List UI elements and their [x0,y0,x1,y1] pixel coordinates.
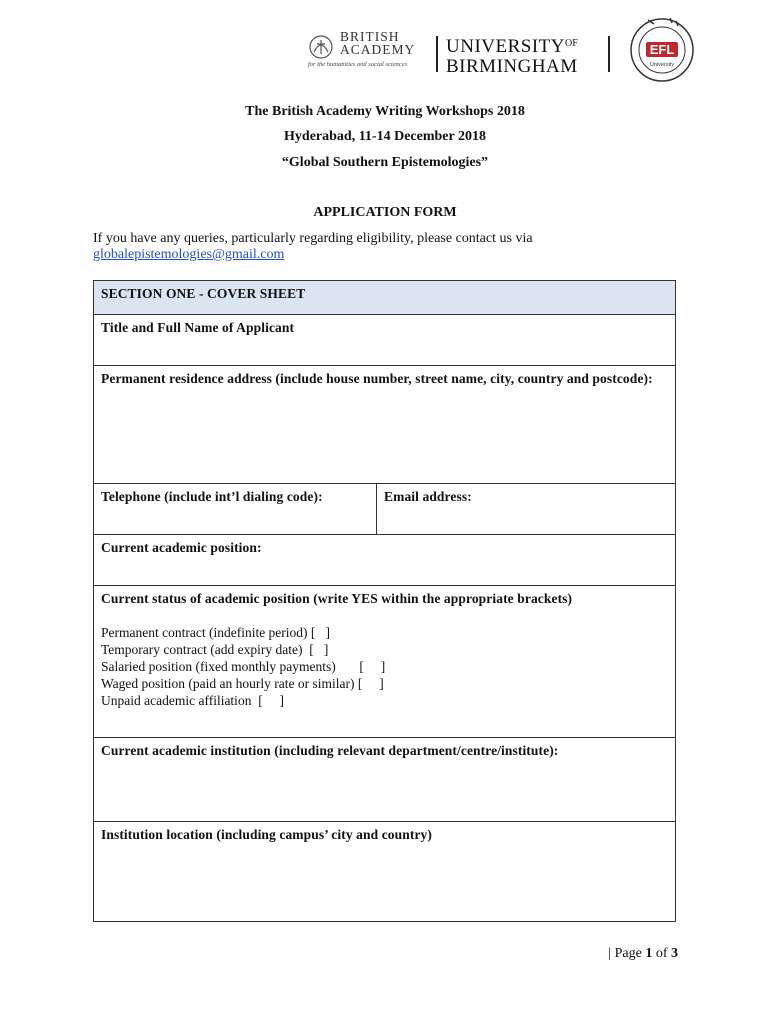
ba-logo-text-line1: BRITISH [340,29,400,44]
uob-of: OF [565,38,578,49]
status-option-unpaid[interactable]: Unpaid academic affiliation [ ] [101,693,285,708]
ba-logo-text-line2: ACADEMY [340,42,416,57]
telephone-cell[interactable] [94,484,377,534]
ba-logo-tagline: for the humanities and social sciences [308,61,408,68]
logo-divider [436,36,438,72]
academic-position-row[interactable] [94,535,675,586]
logo-divider [608,36,610,72]
status-option-salaried[interactable]: Salaried position (fixed monthly payments) [ ] [101,659,386,674]
position-status-options [101,624,385,709]
page-total: 3 [671,946,678,961]
email-label: Email address: [384,489,472,504]
british-academy-logo [306,30,424,70]
efl-logo-subtext: University [649,62,675,68]
section-header-row [94,281,675,315]
position-status-label: Current status of academic position (write YES within the appropriate brackets) [101,591,573,606]
workshop-theme: “Global Southern Epistemologies” [281,155,489,170]
intro-text: If you have any queries, particularly regarding eligibility, please contact us via [93,231,533,246]
status-option-temporary[interactable]: Temporary contract (add expiry date) [ ] [101,642,329,657]
institution-row[interactable] [94,738,675,822]
academic-position-label: Current academic position: [101,540,262,555]
section-header: SECTION ONE - COVER SHEET [101,286,306,301]
institution-label: Current academic institution (including relevant department/centre/institute): [101,743,559,758]
institution-location-label: Institution location (including campus’ city and country) [101,827,432,842]
page-number: 1 [645,946,653,961]
applicant-name-row[interactable] [94,315,675,366]
workshop-location-date: Hyderabad, 11-14 December 2018 [284,129,486,144]
efl-university-logo-icon [626,14,698,84]
status-option-permanent[interactable]: Permanent contract (indefinite period) [ ] [101,625,331,640]
workshop-title: The British Academy Writing Workshops 2018 [245,104,525,119]
position-status-row[interactable] [94,586,675,738]
page-prefix: | Page [608,946,646,961]
telephone-label: Telephone (include int’l dialing code): [101,489,323,504]
page-of: of [652,946,671,961]
applicant-name-label: Title and Full Name of Applicant [101,320,295,335]
institution-location-row[interactable] [94,822,675,922]
application-form-table [93,280,676,922]
uob-line2: BIRMINGHAM [446,56,578,77]
uob-line1: UNIVERSITY [446,36,565,57]
page-footer [0,946,678,962]
contact-email-link[interactable]: globalepistemologies@gmail.com [93,247,285,262]
address-label: Permanent residence address (include house number, street name, city, country and postcode): [101,371,653,386]
email-cell[interactable] [377,484,675,534]
form-title: APPLICATION FORM [313,205,457,220]
university-of-birmingham-logo [446,34,578,77]
contact-row [94,484,675,535]
intro-paragraph [93,231,683,263]
status-option-waged[interactable]: Waged position (paid an hourly rate or similar) [ ] [101,676,384,691]
header-logos [306,14,698,84]
efl-logo-text: EFL [649,42,675,57]
british-academy-crest-icon [306,32,336,64]
address-row[interactable] [94,366,675,484]
